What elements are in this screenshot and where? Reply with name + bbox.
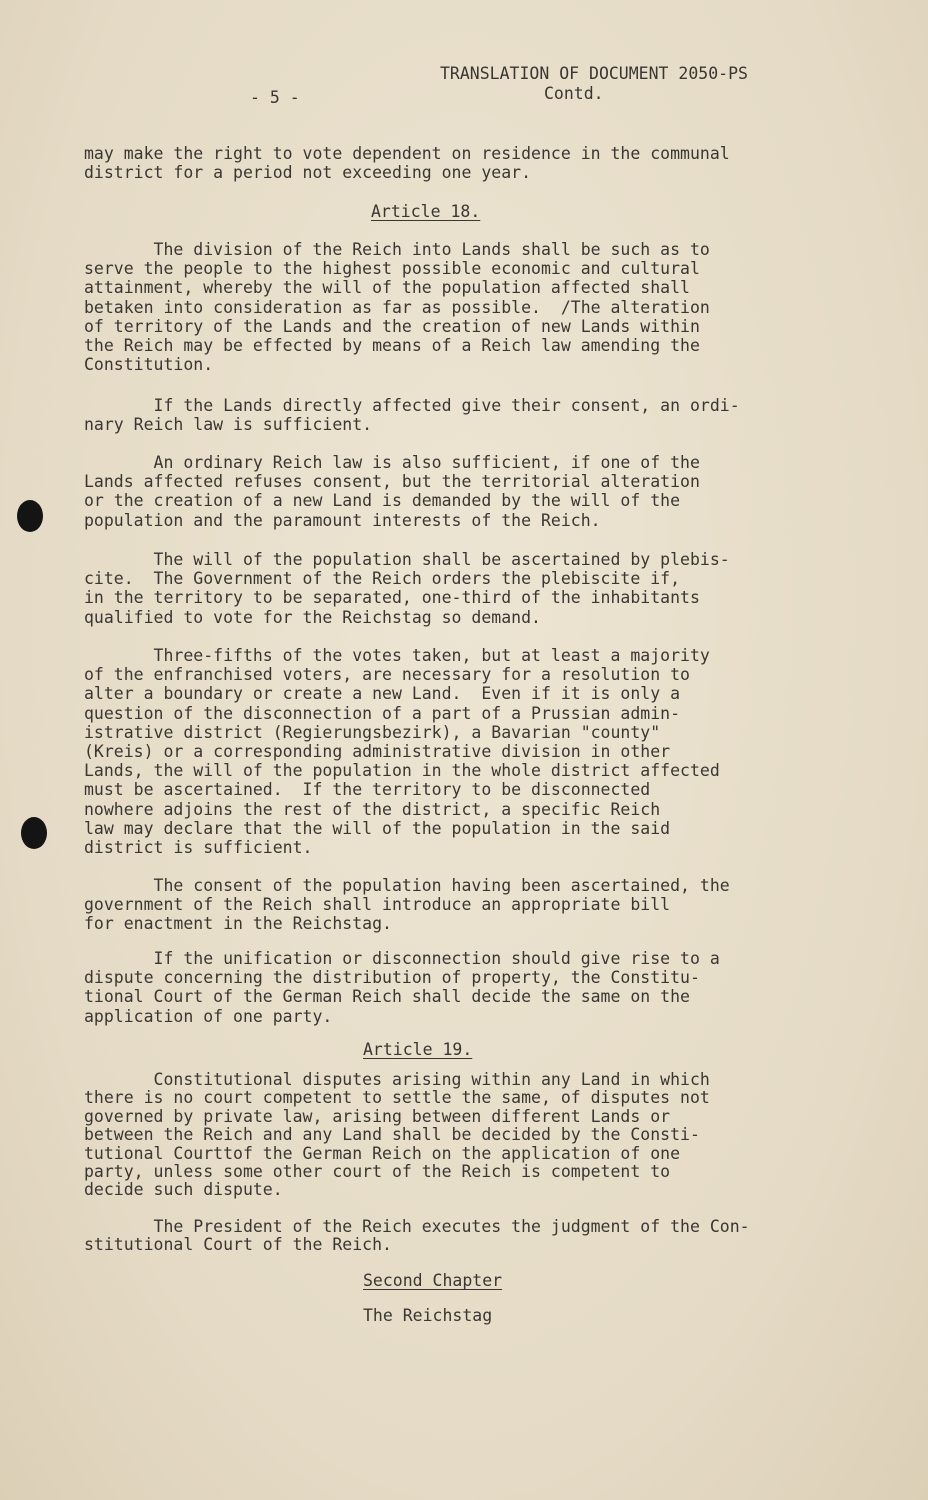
paragraph: An ordinary Reich law is also sufficient, if one of the Lands affected refuses consent, but the territorial alteration or the creation of a new Land is demanded by the will of the population and the paramount interests of the Reich.	[84, 453, 700, 530]
punch-hole	[21, 817, 47, 849]
paragraph: The consent of the population having been ascertained, the government of the Reich shall introduce an appropriate bill for enactment in the Reichstag.	[84, 876, 730, 934]
paragraph: may make the right to vote dependent on residence in the communal district for a period not exceeding one year.	[84, 144, 730, 183]
document-title: TRANSLATION OF DOCUMENT 2050-PS	[440, 64, 748, 83]
paragraph: The division of the Reich into Lands shall be such as to serve the people to the highest possible economic and cultural attainment, whereby the will of the population affected shall betaken into consideration as far as possible. /The alteration of territory of the Lands and the creation of new Lands within the Reich may be effected by means of a Reich law amending the Constitution.	[84, 240, 710, 375]
page-number: - 5 -	[250, 88, 300, 107]
article-18-heading: Article 18.	[371, 202, 481, 221]
continued-label: Contd.	[544, 84, 604, 103]
paragraph: Constitutional disputes arising within any Land in which there is no court competent to settle the same, of disputes not governed by private law, arising between different Lands or between the Reich and any Land shall be decided by the Consti- tutional Courttof the German Reich on the application of one party, unless some other court of the Reich is competent to decide such dispute.	[84, 1070, 710, 1200]
punch-hole	[17, 500, 43, 532]
paragraph: If the Lands directly affected give their consent, an ordi- nary Reich law is sufficient.	[84, 396, 740, 435]
paragraph: If the unification or disconnection should give rise to a dispute concerning the distribution of property, the Constitu- tional Court of the German Reich shall decide the same on the application of one party.	[84, 949, 720, 1026]
chapter-title: The Reichstag	[363, 1306, 493, 1325]
chapter-heading: Second Chapter	[363, 1271, 503, 1290]
article-19-heading: Article 19.	[363, 1040, 473, 1059]
paragraph: Three-fifths of the votes taken, but at least a majority of the enfranchised voters, are necessary for a resolution to alter a boundary or create a new Land. Even if it is only a question of the disconnection of a part of a Prussian admin- istrative district (Regierungsbezirk), a Bavarian "county" (Kreis) or a corresponding administrative division in other Lands, the will of the population in the whole district affected must be ascertained. If the territory to be disconnected nowhere adjoins the rest of the district, a specific Reich law may declare that the will of the population in the said district is sufficient.	[84, 646, 720, 858]
paragraph: The President of the Reich executes the judgment of the Con- stitutional Court of the Reich.	[84, 1217, 750, 1254]
paragraph: The will of the population shall be ascertained by plebis- cite. The Government of the Reich orders the plebiscite if, in the territory to be separated, one-third of the inhabitants qualified to vote for the Reichstag so demand.	[84, 550, 730, 627]
document-header	[440, 64, 748, 104]
